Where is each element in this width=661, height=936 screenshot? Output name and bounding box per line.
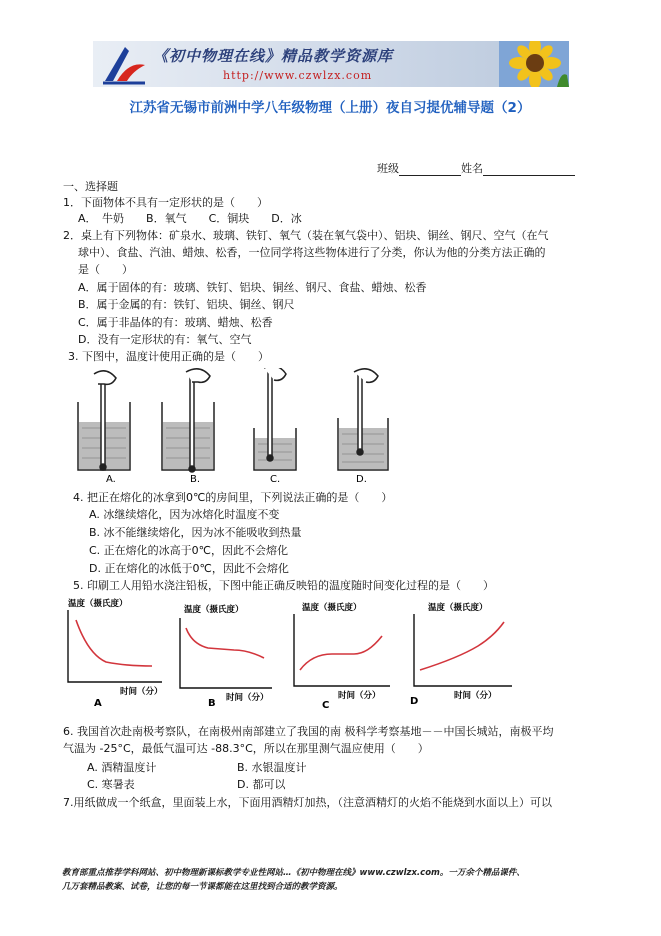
graph-a-label: A — [94, 698, 102, 709]
q4-stem: 4. 把正在熔化的冰拿到0℃的房间里，下列说法正确的是（ ） — [73, 491, 393, 504]
q6-stem-line2: 气温为 -25°C，最低气温可达 -88.3°C，所以在那里测气温应使用（ ） — [63, 742, 429, 755]
graph-d — [410, 602, 512, 707]
q5-stem: 5. 印刷工人用铅水浇注铅板，下图中能正确反映铅的温度随时间变化过程的是（ ） — [73, 579, 494, 592]
document-title: 江苏省无锡市前洲中学八年级物理（上册）夜自习提优辅导题（2） — [129, 100, 531, 116]
beaker-c — [254, 368, 296, 470]
footer-line2: 几万套精品教案、试卷，让您的每一节课都能在这里找到合适的教学资源。 — [62, 882, 343, 892]
beaker-label-c: C. — [270, 474, 281, 484]
banner-title: 《初中物理在线》精品教学资源库 — [153, 47, 394, 65]
q6-option-a: A. 酒精温度计 — [87, 761, 157, 774]
q6-option-d: D. 都可以 — [237, 778, 286, 791]
student-info-line — [377, 162, 575, 176]
q6-option-c: C. 寒暑表 — [87, 778, 135, 791]
name-field[interactable] — [483, 163, 575, 176]
thermometer-figure — [70, 368, 390, 484]
graph-b-curve — [186, 628, 264, 658]
graph-c-xlabel: 时间（分） — [338, 691, 381, 701]
graph-a — [68, 598, 163, 709]
name-label: 姓名 — [461, 162, 483, 175]
graph-d-label: D — [410, 696, 419, 707]
q2-stem-line1: 2．桌上有下列物体：矿泉水、玻璃、铁钉、氧气（装在氧气袋中）、铝块、铜丝、钢尺、空气（在气 — [63, 229, 549, 242]
q4-option-a: A. 冰继续熔化，因为冰熔化时温度不变 — [89, 508, 280, 521]
graph-c-curve — [300, 636, 382, 670]
beaker-b — [162, 369, 214, 472]
graph-a-ylabel: 温度（摄氏度） — [68, 599, 128, 609]
graph-c — [294, 602, 390, 710]
graph-a-curve — [76, 620, 152, 666]
class-label: 班级 — [377, 162, 399, 175]
graph-d-ylabel: 温度（摄氏度） — [428, 603, 488, 613]
q3-stem: 3. 下图中，温度计使用正确的是（ ） — [68, 350, 269, 363]
q4-option-c: C. 正在熔化的冰高于0℃，因此不会熔化 — [89, 544, 289, 557]
q2-option-a: A．属于固体的有：玻璃、铁钉、铝块、铜丝、钢尺、食盐、蜡烛、松香 — [78, 281, 427, 294]
graph-d-xlabel: 时间（分） — [454, 691, 497, 701]
graph-b-label: B — [208, 698, 216, 709]
q1-options: A． 牛奶 B．氧气 C．铜块 D．冰 — [78, 212, 302, 225]
q4-option-d: D. 正在熔化的冰低于0℃，因此不会熔化 — [89, 562, 289, 575]
class-field[interactable] — [399, 163, 461, 176]
q1-stem: 1．下面物体不具有一定形状的是（ ） — [63, 196, 268, 209]
logo-icon — [99, 43, 149, 85]
beaker-label-d: D. — [356, 474, 367, 484]
q2-option-d: D．没有一定形状的有：氧气、空气 — [78, 333, 252, 346]
q4-option-b: B. 冰不能继续熔化，因为冰不能吸收到热量 — [89, 526, 302, 539]
q7-stem-line1: 7.用纸做成一个纸盒，里面装上水，下面用酒精灯加热，（注意酒精灯的火焰不能烧到水面以上）可以 — [63, 796, 552, 809]
q2-stem-line2: 球中）、食盐、汽油、蜡烛、松香，一位同学将这些物体进行了分类，你认为他的分类方法正确的 — [78, 246, 546, 259]
q2-stem-line3: 是（ ） — [78, 263, 133, 276]
footer-line1: 教育部重点推荐学科网站、初中物理新课标教学专业性网站…《初中物理在线》www.czwlzx.com。一万余个精品课件、 — [62, 868, 525, 878]
banner-url[interactable]: http://www.czwlzx.com — [223, 69, 373, 82]
q6-option-b: B. 水银温度计 — [237, 761, 307, 774]
header-banner — [93, 41, 569, 87]
graph-d-curve — [420, 622, 504, 670]
beaker-label-b: B. — [190, 474, 201, 484]
q2-option-c: C．属于非晶体的有：玻璃、蜡烛、松香 — [78, 316, 273, 329]
graph-c-label: C — [322, 700, 330, 710]
beaker-a — [78, 371, 130, 470]
graph-b-xlabel: 时间（分） — [226, 693, 269, 703]
beaker-d — [338, 369, 388, 470]
temperature-graphs — [60, 594, 530, 710]
beaker-label-a: A. — [106, 474, 116, 484]
q6-stem-line1: 6. 我国首次赴南极考察队，在南极州南部建立了我国的南 极科学考察基地－－中国长城站，南极平均 — [63, 725, 554, 738]
section-heading: 一、选择题 — [63, 180, 118, 193]
q2-option-b: B．属于金属的有：铁钉、铝块、铜丝、钢尺 — [78, 298, 295, 311]
graph-c-ylabel: 温度（摄氏度） — [302, 603, 362, 613]
sunflower-icon — [499, 41, 569, 87]
graph-b — [180, 604, 272, 709]
graph-a-xlabel: 时间（分） — [120, 687, 163, 697]
graph-b-ylabel: 温度（摄氏度） — [184, 605, 244, 615]
